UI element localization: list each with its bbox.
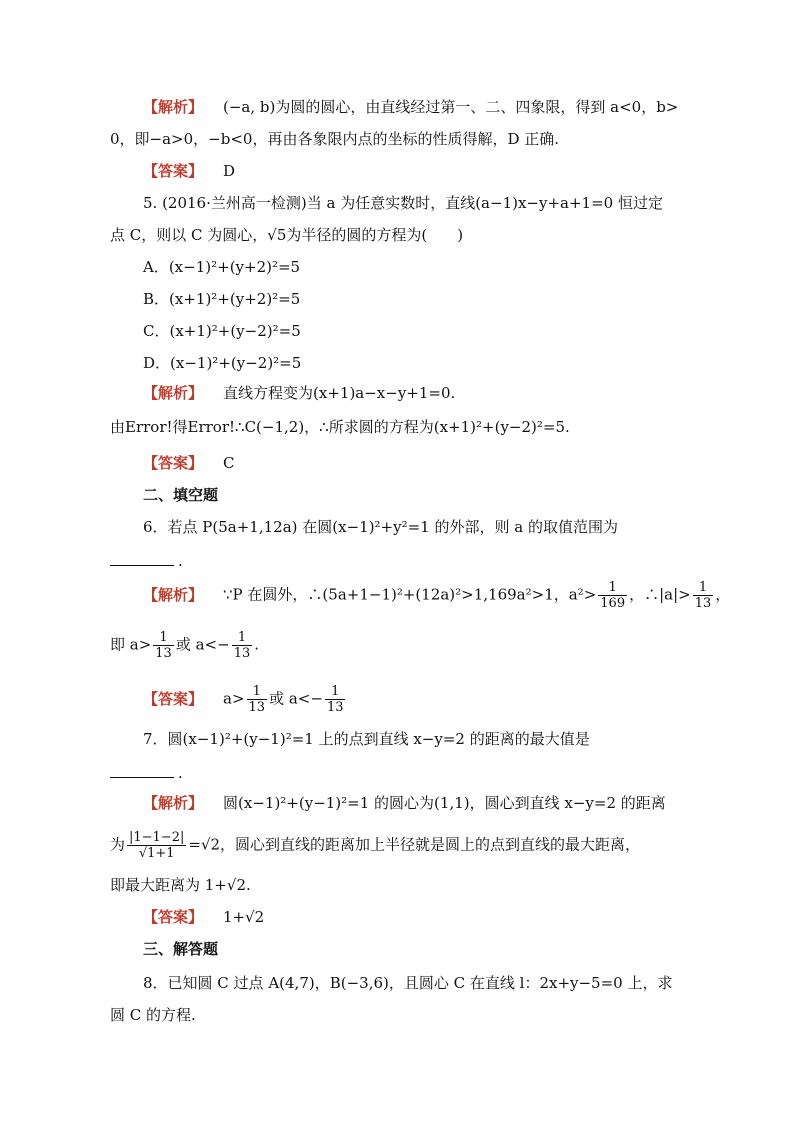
q5-answer-value: C xyxy=(223,454,235,472)
fraction-1-13 xyxy=(153,630,174,661)
q5-stem-line2: 点 C，则以 C 为圆心，√5为半径的圆的方程为( ) xyxy=(110,226,464,244)
fraction-1-169 xyxy=(598,580,627,611)
q7-analysis-line3: 即最大距离为 1+√2. xyxy=(110,876,251,894)
fraction-numerator: 1 xyxy=(598,580,627,596)
q6-stem-line1: 6．若点 P(5a+1,12a) 在圆(x−1)²+y²=1 的外部，则 a 的取值范围为 xyxy=(143,518,618,536)
q7-answer xyxy=(143,906,264,928)
q6-analysis-line2 xyxy=(110,630,259,661)
fraction-denominator: 13 xyxy=(694,596,712,611)
q5-option-a: A．(x−1)²+(y+2)²=5 xyxy=(143,258,301,276)
q5-option-b: B．(x+1)²+(y+2)²=5 xyxy=(143,290,301,308)
distance-fraction xyxy=(127,830,186,861)
q7-analysis2-pre: 为 xyxy=(110,835,126,854)
section-2-title-text: 二、填空题 xyxy=(143,486,219,504)
fraction-numerator: 1 xyxy=(247,684,268,700)
q7-analysis-text1: 圆(x−1)²+(y−1)²=1 的圆心为(1,1)，圆心到直线 x−y=2 的距离 xyxy=(223,794,666,812)
fraction-denominator: 13 xyxy=(326,700,344,715)
answer-label: 【答案】 xyxy=(143,162,204,180)
q4-answer-value: D xyxy=(223,162,236,180)
q4-analysis-text1: (−a, b)为圆的圆心，由直线经过第一、二、四象限，得到 a<0，b> xyxy=(223,98,679,116)
q6-answer xyxy=(143,684,347,715)
q5-analysis-line1 xyxy=(143,382,455,404)
section-2-title xyxy=(143,484,218,506)
answer-blank xyxy=(110,565,174,566)
fraction-1-13 xyxy=(247,684,268,715)
fraction-numerator: 1 xyxy=(325,684,346,700)
section-3-title-text: 三、解答题 xyxy=(143,940,219,958)
q5-analysis-line2: 由Error!得Error!∴C(−1,2)，∴所求圆的方程为(x+1)²+(y−2)²=5. xyxy=(110,418,570,436)
q5-option-c: C．(x+1)²+(y−2)²=5 xyxy=(143,322,301,340)
q4-analysis-line1 xyxy=(143,96,678,118)
q7-analysis2-mid: =√2，圆心到直线的距离加上半径就是圆上的点到直线的最大距离， xyxy=(188,835,641,854)
q6-stem-period: . xyxy=(178,552,183,570)
q7-answer-value: 1+√2 xyxy=(223,908,265,926)
fraction-numerator: 1 xyxy=(232,630,253,646)
q6-analysis2-mid: 或 a<− xyxy=(175,635,230,654)
fraction-numerator: |1−1−2| xyxy=(129,830,185,845)
q7-stem-line2 xyxy=(110,762,183,784)
fraction-numerator: 1 xyxy=(693,580,714,596)
analysis-label: 【解析】 xyxy=(143,585,204,604)
q6-stem-line2 xyxy=(110,550,183,572)
fraction-denominator: 13 xyxy=(248,700,266,715)
q4-answer xyxy=(143,160,235,182)
fraction-1-13 xyxy=(325,684,346,715)
q7-analysis-line1 xyxy=(143,792,666,814)
answer-label: 【答案】 xyxy=(143,908,204,926)
q8-stem-line2: 圆 C 的方程. xyxy=(110,1006,196,1024)
q7-stem-line1: 7．圆(x−1)²+(y−1)²=1 上的点到直线 x−y=2 的距离的最大值是 xyxy=(143,730,590,748)
fraction-denominator: 13 xyxy=(233,646,251,661)
fraction-numerator: 1 xyxy=(153,630,174,646)
q5-stem-line1: 5. (2016·兰州高一检测)当 a 为任意实数时，直线(a−1)x−y+a+1=0 恒过定 xyxy=(143,194,663,212)
fraction-denominator: 169 xyxy=(600,596,626,611)
q6-analysis-c: ， xyxy=(715,585,731,604)
analysis-label: 【解析】 xyxy=(143,384,204,402)
q6-analysis2-period: . xyxy=(254,635,260,654)
fraction-1-13 xyxy=(232,630,253,661)
q6-analysis-b: ，∴|a|> xyxy=(629,585,691,604)
answer-blank xyxy=(110,777,174,778)
q6-analysis-a: ∵P 在圆外，∴(5a+1−1)²+(12a)²>1,169a²>1，a²> xyxy=(223,585,597,604)
q6-answer-mid: 或 a<− xyxy=(269,689,323,708)
fraction-denominator: 13 xyxy=(155,646,172,661)
q4-analysis-line2: 0，即−a>0，−b<0，再由各象限内点的坐标的性质得解，D 正确. xyxy=(110,130,560,148)
analysis-label: 【解析】 xyxy=(143,794,204,812)
q6-analysis-line1 xyxy=(143,580,730,611)
answer-label: 【答案】 xyxy=(143,689,204,708)
answer-label: 【答案】 xyxy=(143,454,204,472)
q5-option-d: D．(x−1)²+(y−2)²=5 xyxy=(143,354,302,372)
q8-stem-line1: 8．已知圆 C 过点 A(4,7)，B(−3,6)，且圆心 C 在直线 l：2x+y−5=0 上，求 xyxy=(143,974,673,992)
q5-analysis-text1: 直线方程变为(x+1)a−x−y+1=0. xyxy=(223,384,456,402)
q7-stem-period: . xyxy=(178,764,183,782)
section-3-title xyxy=(143,938,218,960)
fraction-denominator: √1+1 xyxy=(138,846,175,861)
q6-answer-pre: a> xyxy=(223,689,245,708)
q7-analysis-line2 xyxy=(110,830,640,861)
analysis-label: 【解析】 xyxy=(143,98,204,116)
q6-analysis2-pre: 即 a> xyxy=(110,635,152,654)
fraction-1-13 xyxy=(693,580,714,611)
q5-answer xyxy=(143,452,235,474)
